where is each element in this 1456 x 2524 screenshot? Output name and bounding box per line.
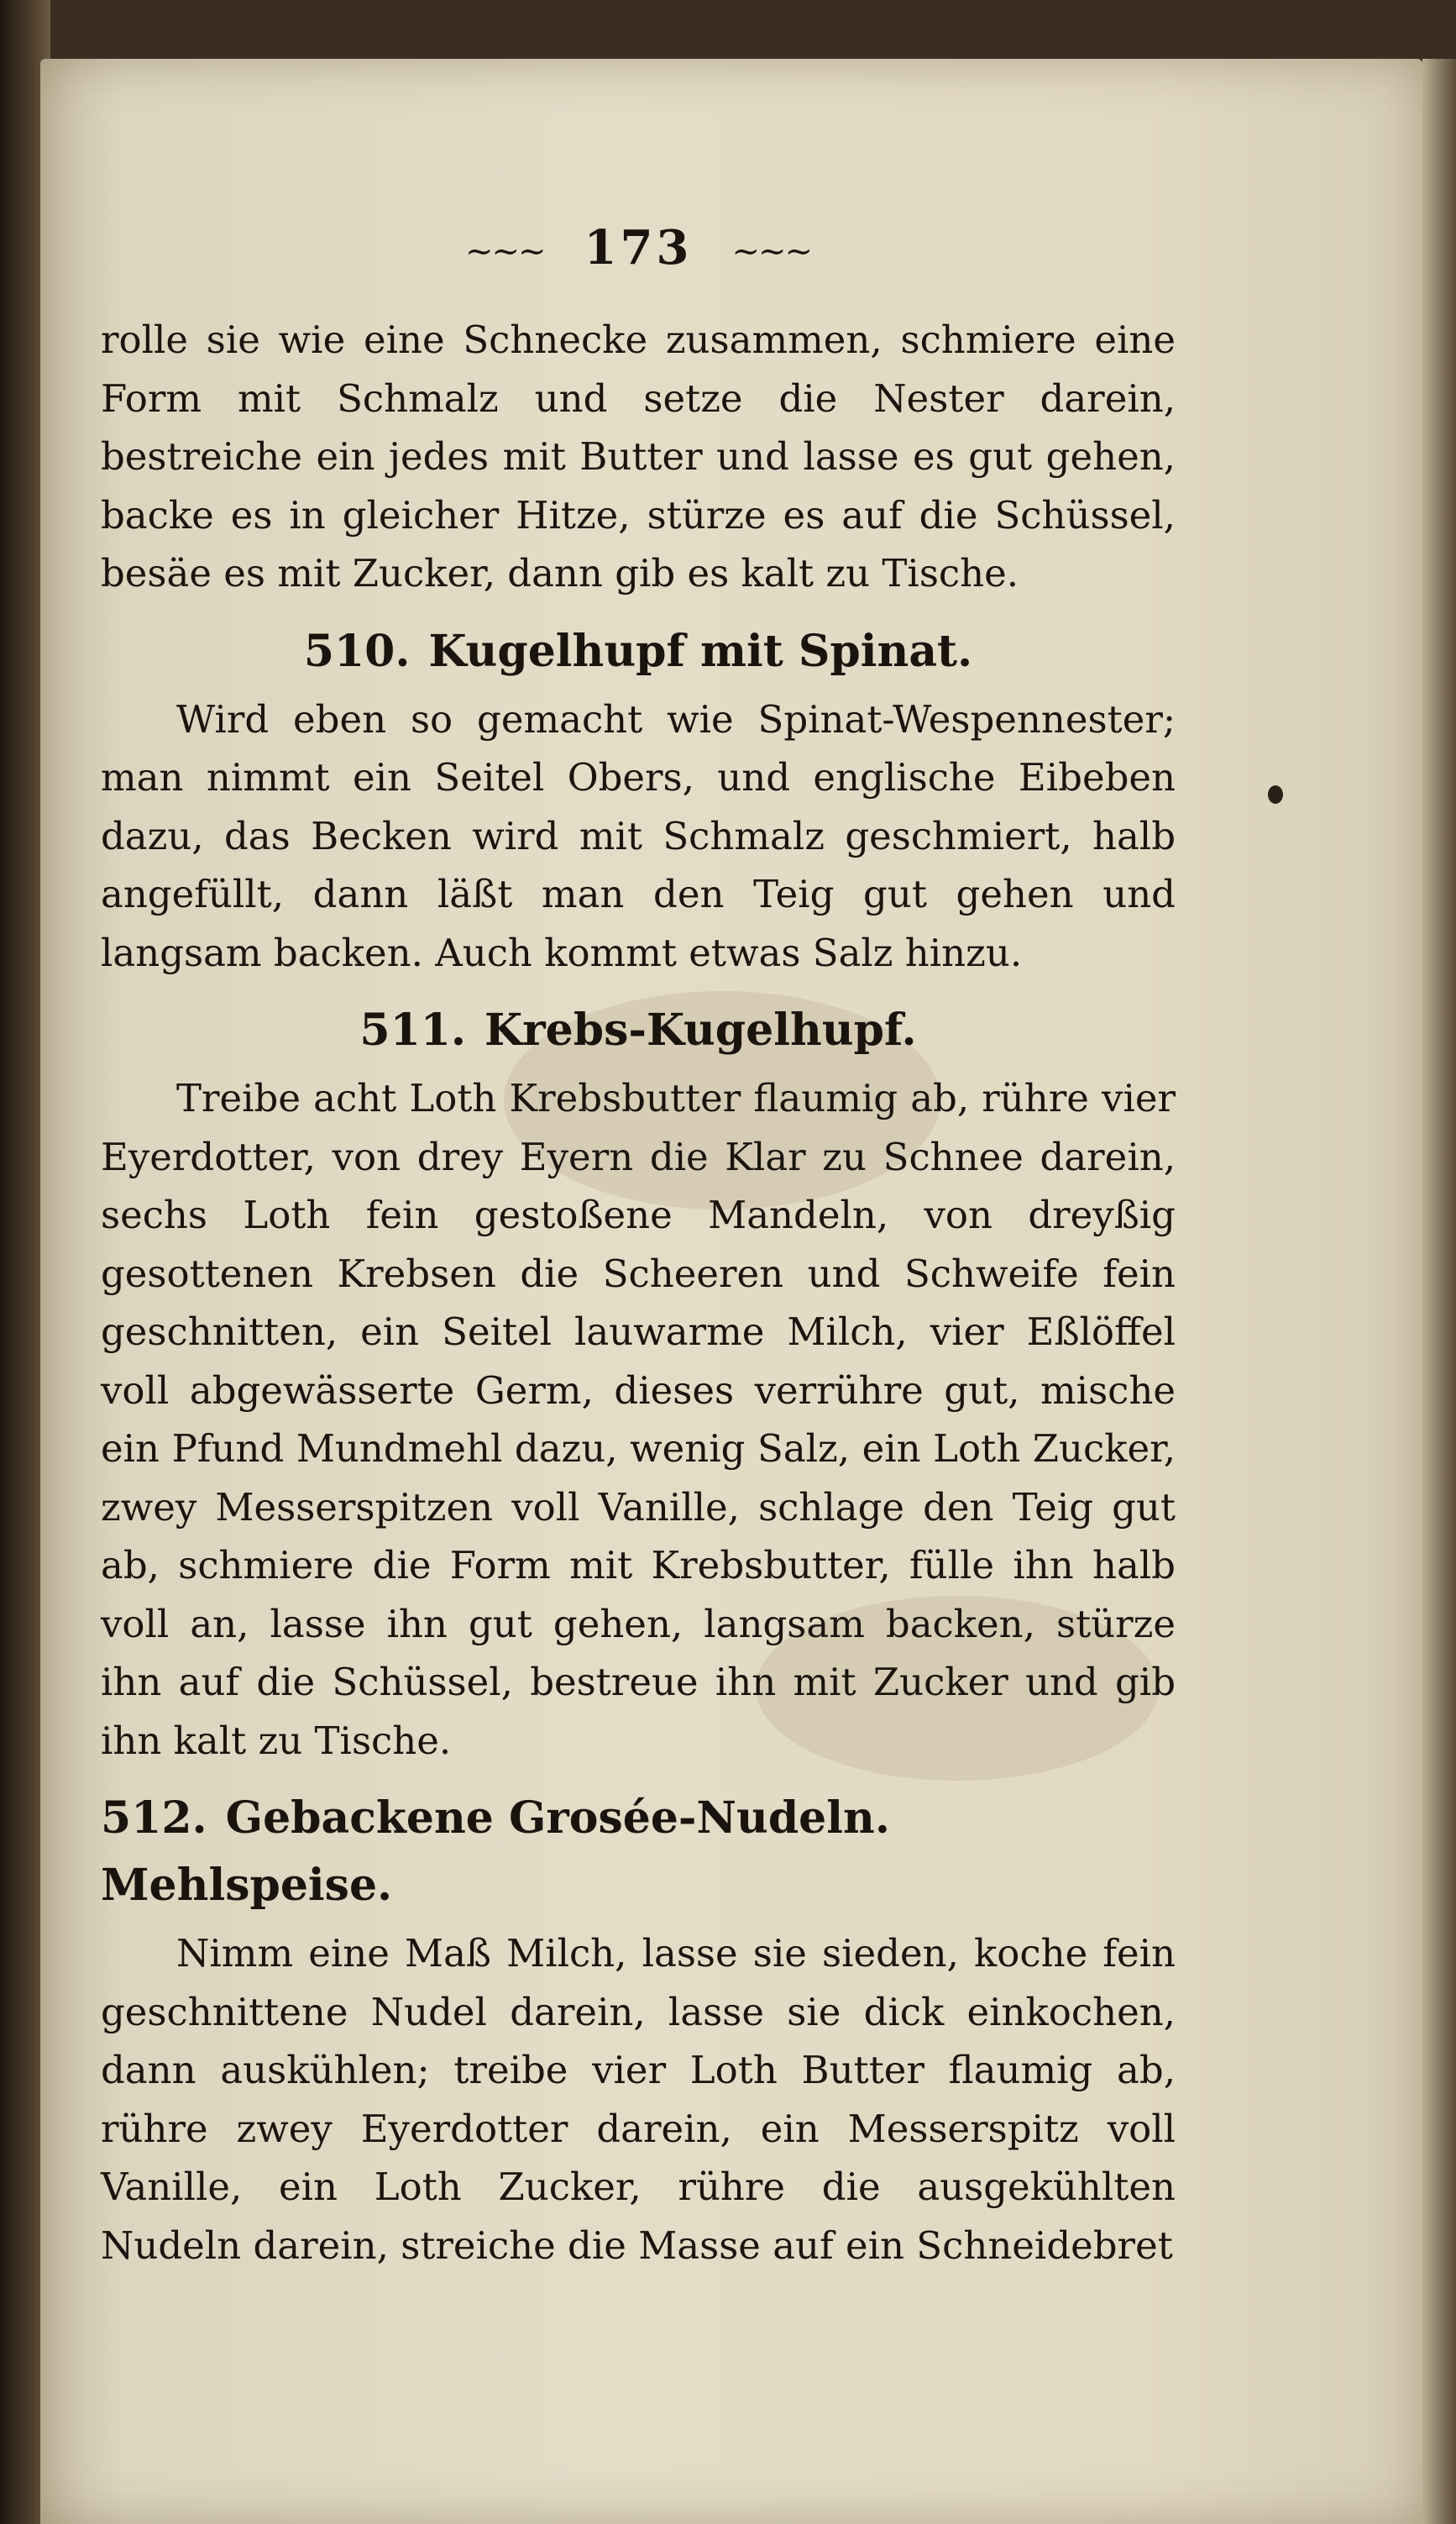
ink-dot xyxy=(1268,785,1283,804)
page-number: 173 xyxy=(584,220,693,275)
recipe-heading-512 xyxy=(101,1785,1176,1919)
recipe-title: Kugelhupf mit Spinat. xyxy=(428,625,973,677)
recipe-title: Gebackene Grosée-Nudeln. Mehlspeise. xyxy=(101,1792,890,1911)
recipe-number: 512. xyxy=(101,1792,207,1844)
recipe-heading-510 xyxy=(101,618,1176,685)
page-header xyxy=(101,218,1176,277)
page-text xyxy=(101,218,1176,2275)
recipe-number: 511. xyxy=(359,1005,467,1056)
page-edge-shadow xyxy=(1422,59,1456,2524)
recipe-text-510: Wird eben so gemacht wie Spinat-Wespennester; man nimmt ein Seitel Obers, und englische Eibeben dazu, das Becken wird mit Schmalz geschmiert, halb angefüllt, dann läßt man den Teig gut gehen und langsam backen. Auch kommt etwas Salz hinzu. xyxy=(101,696,1176,975)
intro-paragraph: rolle sie wie eine Schnecke zusammen, schmiere eine Form mit Schmalz und setze die Nester darein, bestreiche ein jedes mit Butter und lasse es gut gehen, backe es in gleicher Hitze, stürze es auf die Schüssel, besäe es mit Zucker, dann gib es kalt zu Tische. xyxy=(101,317,1176,596)
header-ornament-right: ~~~ xyxy=(731,232,811,271)
recipe-title: Krebs-Kugelhupf. xyxy=(484,1005,917,1056)
recipe-number: 510. xyxy=(303,625,411,677)
recipe-text-511: Treibe acht Loth Krebsbutter flaumig ab, rühre vier Eyerdotter, von drey Eyern die Klar zu Schnee darein, sechs Loth fein gestoßene Mandeln, von dreyßig gesottenen Krebsen die Scheeren und Schweife fein geschnitten, ein Seitel lauwarme Milch, vier Eßlöffel voll abgewässerte Germ, dieses verrühre gut, mische ein Pfund Mundmehl dazu, wenig Salz, ein Loth Zucker, zwey Messerspitzen voll Vanille, schlage den Teig gut ab, schmiere die Form mit Krebsbutter, fülle ihn halb voll an, lasse ihn gut gehen, langsam backen, stürze ihn auf die Schüssel, bestreue ihn mit Zucker und gib ihn kalt zu Tische. xyxy=(101,1076,1176,1763)
recipe-heading-511 xyxy=(101,997,1176,1064)
recipe-text-512: Nimm eine Maß Milch, lasse sie sieden, koche fein geschnittene Nudel darein, lasse sie dick einkochen, dann auskühlen; treibe vier Loth Butter flaumig ab, rühre zwey Eyerdotter darein, ein Messerspitz voll Vanille, ein Loth Zucker, rühre die ausgekühlten Nudeln darein, streiche die Masse auf ein Schneidebret xyxy=(101,1931,1176,2268)
header-ornament-left: ~~~ xyxy=(465,232,545,271)
